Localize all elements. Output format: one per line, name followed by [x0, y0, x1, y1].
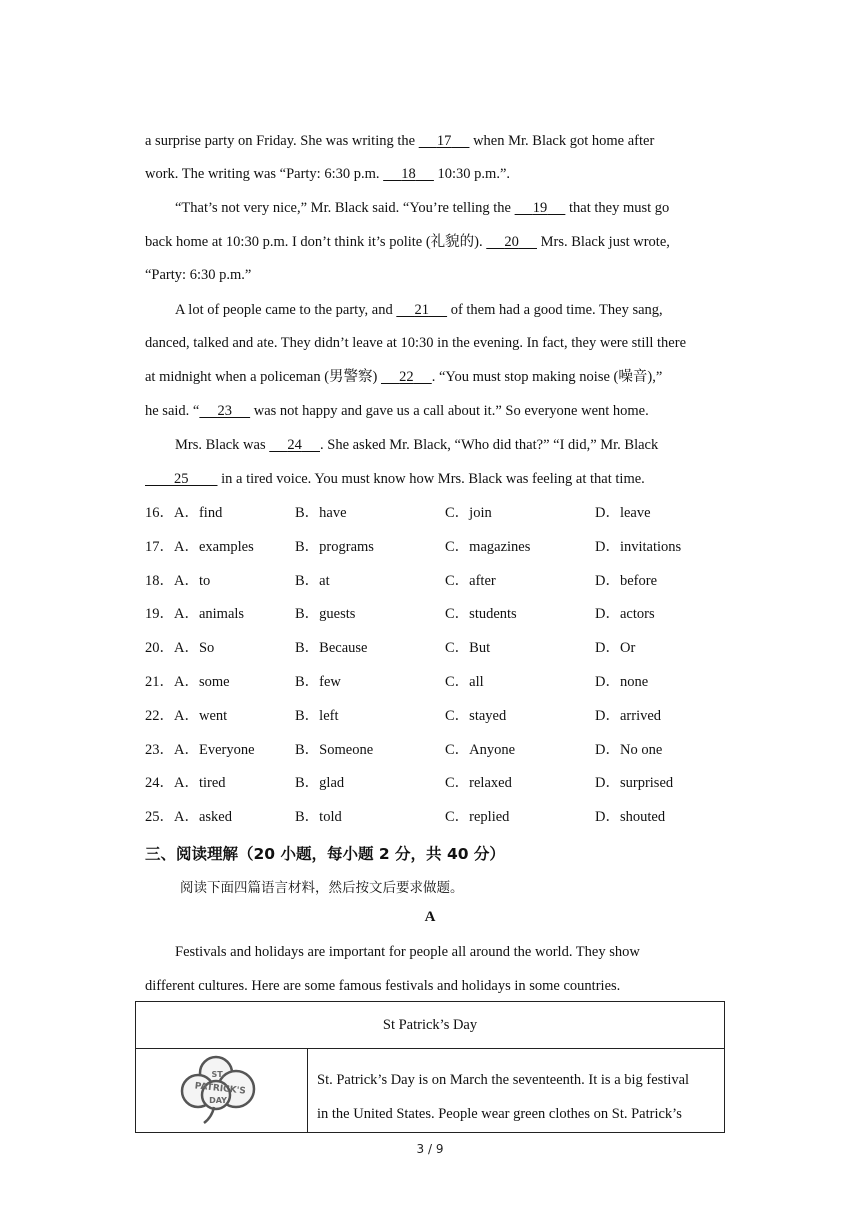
- option-b: B．Someone: [295, 741, 374, 758]
- option-row: [145, 773, 745, 793]
- option-b: B．glad: [295, 775, 345, 792]
- passage-line: a surprise party on Friday. She was writing the 17 when Mr. Black got home after: [145, 133, 655, 149]
- option-c: C．But: [445, 640, 491, 657]
- option-d: D．invitations: [595, 538, 682, 555]
- option-row: [145, 571, 745, 591]
- shamrock-text-day: DAY: [209, 1096, 227, 1105]
- option-row: [145, 807, 745, 827]
- option-d: D．shouted: [595, 809, 666, 826]
- option-d: D．surprised: [595, 775, 674, 792]
- option-b: B．at: [295, 572, 330, 589]
- option-c: C．magazines: [445, 538, 531, 555]
- shamrock-text-patricks: PATRICK'S: [194, 1081, 247, 1097]
- option-row: [145, 537, 745, 557]
- blank-23: 23: [217, 403, 232, 419]
- blank-20: 20: [504, 234, 519, 250]
- option-d: D．No one: [595, 741, 663, 758]
- option-b: B．have: [295, 505, 347, 521]
- blank-21: 21: [414, 302, 429, 318]
- option-c: C．replied: [445, 809, 510, 826]
- option-q: 23．A．Everyone: [145, 741, 255, 758]
- option-c: C．join: [445, 505, 492, 521]
- passage-line: back home at 10:30 p.m. I don’t think it’s polite (礼貌的). 20 Mrs. Black just wrote,: [145, 234, 670, 250]
- shamrock-icon: [136, 1049, 307, 1127]
- option-row: [145, 503, 745, 523]
- option-row: [145, 638, 745, 658]
- option-c: C．Anyone: [445, 741, 516, 758]
- passage-line: “Party: 6:30 p.m.”: [145, 267, 252, 283]
- festival-description: St. Patrick’s Day is on March the seventeenth. It is a big festival in the United States. People wear green clothes on St. Patrick’s: [308, 1049, 725, 1133]
- blank-17: 17: [436, 133, 452, 149]
- festival-table: [135, 1001, 725, 1133]
- option-q: 17．A．examples: [145, 538, 254, 555]
- option-row: [145, 672, 745, 692]
- blank-24: 24: [287, 437, 302, 453]
- table-header: St Patrick’s Day: [136, 1002, 725, 1049]
- option-d: D．arrived: [595, 707, 662, 724]
- option-c: C．stayed: [445, 707, 507, 724]
- intro-line: different cultures. Here are some famous festivals and holidays in some countries.: [145, 978, 621, 994]
- option-q: 18．A．to: [145, 572, 211, 589]
- passage-line: at midnight when a policeman (男警察) 22 . “You must stop making noise (噪音),”: [145, 369, 663, 385]
- passage-line: A lot of people came to the party, and 21 of them had a good time. They sang,: [175, 302, 663, 318]
- option-d: D．leave: [595, 505, 651, 521]
- option-q: 20．A．So: [145, 640, 215, 657]
- page-number: 3 / 9: [416, 1142, 444, 1156]
- option-d: D．none: [595, 674, 649, 690]
- option-c: C．students: [445, 606, 517, 623]
- section-title: 三、阅读理解（20 小题，每小题 2 分，共 40 分）: [145, 845, 505, 863]
- passage-line: danced, talked and ate. They didn’t leave at 10:30 in the evening. In fact, they were still there: [145, 335, 687, 351]
- option-c: C．relaxed: [445, 775, 512, 792]
- option-row: [145, 604, 745, 624]
- option-d: D．before: [595, 572, 658, 589]
- option-b: B．few: [295, 674, 341, 690]
- option-row: [145, 706, 745, 726]
- option-q: 25．A．asked: [145, 809, 232, 826]
- passage-line: work. The writing was “Party: 6:30 p.m. 18 10:30 p.m.”.: [145, 166, 511, 182]
- blank-18: 18: [401, 166, 416, 182]
- option-q: 21．A．some: [145, 674, 230, 690]
- option-b: B．told: [295, 809, 342, 826]
- option-d: D．actors: [595, 606, 655, 623]
- option-d: D．Or: [595, 640, 636, 657]
- option-b: B．guests: [295, 606, 356, 623]
- shamrock-image: [136, 1049, 308, 1133]
- passage-line: he said. “ 23 was not happy and gave us a call about it.” So everyone went home.: [145, 403, 649, 419]
- option-b: B．programs: [295, 538, 374, 555]
- blank-22: 22: [399, 369, 414, 385]
- passage-line: Mrs. Black was 24 . She asked Mr. Black, “Who did that?” “I did,” Mr. Black: [175, 437, 659, 453]
- option-q: 24．A．tired: [145, 775, 226, 792]
- option-row: [145, 740, 745, 760]
- option-c: C．all: [445, 674, 484, 690]
- passage-line: 25 in a tired voice. You must know how Mrs. Black was feeling at that time.: [145, 469, 645, 489]
- section-instruction: 阅读下面四篇语言材料，然后按文后要求做题。: [180, 880, 464, 896]
- option-c: C．after: [445, 572, 496, 589]
- option-b: B．Because: [295, 640, 368, 657]
- blank-25: 25: [174, 471, 189, 487]
- shamrock-text-st: ST.: [211, 1070, 225, 1079]
- option-q: 22．A．went: [145, 707, 228, 724]
- intro-line: Festivals and holidays are important for people all around the world. They show: [175, 944, 640, 960]
- blank-19: 19: [532, 200, 548, 216]
- option-b: B．left: [295, 707, 339, 724]
- passage-letter: A: [424, 909, 436, 925]
- option-q: 19．A．animals: [145, 606, 245, 623]
- passage-line: “That’s not very nice,” Mr. Black said. “You’re telling the 19 that they must go: [175, 200, 670, 216]
- option-q: 16．A．find: [145, 505, 223, 521]
